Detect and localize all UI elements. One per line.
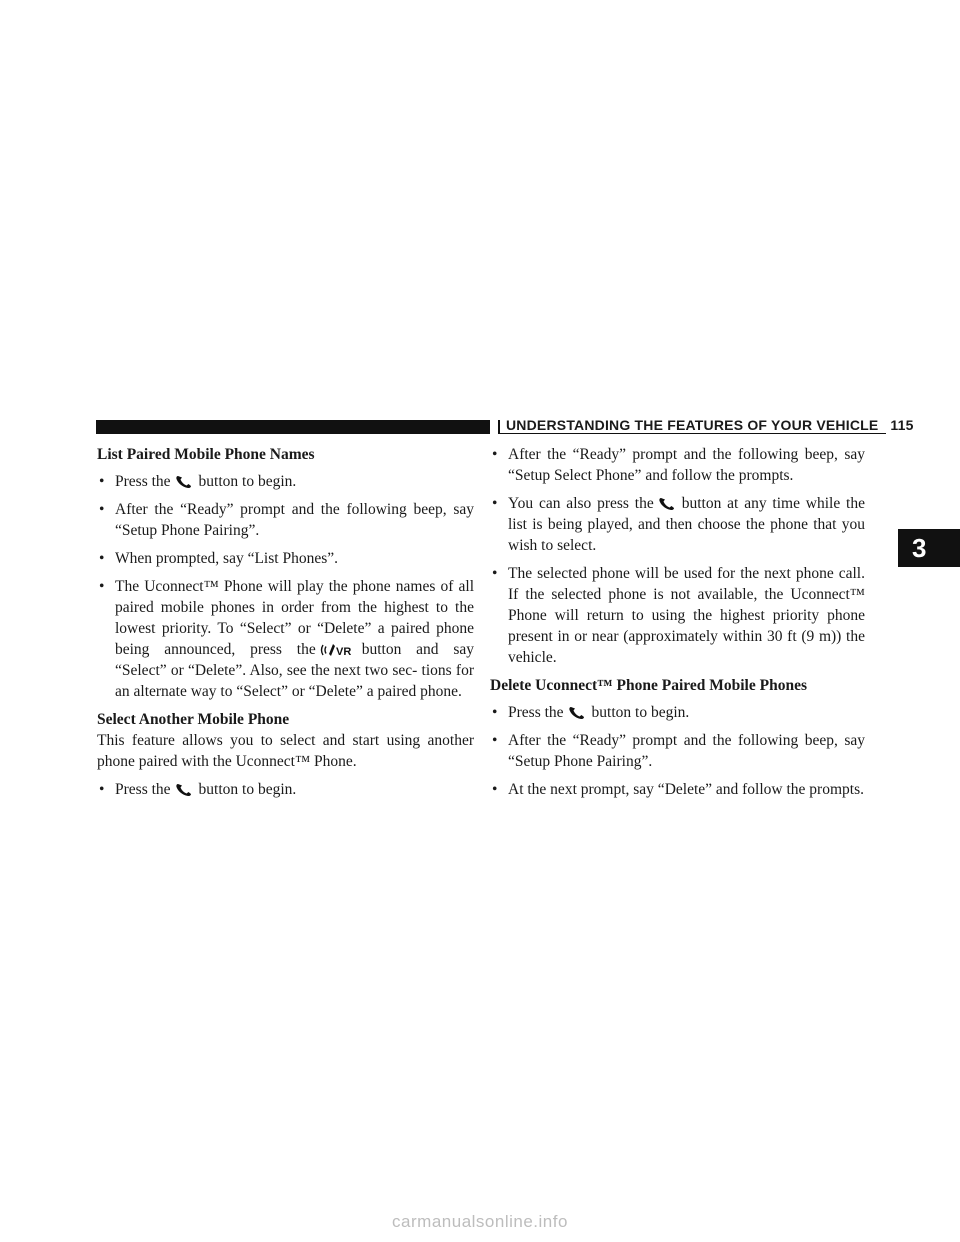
heading-delete-paired-phones: Delete Uconnect™ Phone Paired Mobile Phones [490, 677, 807, 694]
heading-select-another-phone: Select Another Mobile Phone [97, 711, 290, 728]
list-item-text: button at any time while the list is being played, and then choose the phone that you wish to select. [508, 495, 865, 554]
list-item-text: When prompted, say “List Phones”. [115, 550, 338, 567]
list-item-text: After the “Ready” prompt and the following beep, say “Setup Phone Pairing”. [508, 732, 865, 770]
voice-recognition-icon [320, 641, 358, 659]
page-number: 115 [890, 417, 914, 433]
select-phone-steps-continued [490, 444, 865, 668]
phone-icon [658, 497, 678, 511]
list-item [490, 730, 865, 772]
list-item-text: Press the [508, 704, 564, 721]
section-title: UNDERSTANDING THE FEATURES OF YOUR VEHICLE [506, 417, 879, 433]
list-item [490, 563, 865, 668]
list-item [490, 702, 865, 723]
phone-icon [175, 783, 195, 797]
list-item-text: button to begin. [198, 781, 297, 798]
phone-icon [175, 475, 195, 489]
list-item-text: button to begin. [591, 704, 690, 721]
list-item-text: After the “Ready” prompt and the following beep, say “Setup Select Phone” and follow the prompts. [508, 446, 865, 484]
list-item [97, 779, 474, 800]
select-phone-steps [97, 779, 474, 800]
heading-list-paired-phones: List Paired Mobile Phone Names [97, 446, 315, 463]
list-item [97, 576, 474, 702]
list-item-text: Press the [115, 781, 171, 798]
list-item [490, 779, 865, 800]
list-item-text: The Uconnect™ Phone will play the phone names of all paired mobile phones in order from the highest to the lowest priority. To “Select” or “Delete” a paired phone being announced, press the [115, 578, 474, 658]
list-item-text: You can also press the [508, 495, 654, 512]
list-item [97, 471, 474, 492]
list-item [97, 548, 474, 569]
phone-icon [568, 706, 588, 720]
chapter-tab: 3 [898, 529, 960, 567]
list-item-text: Press the [115, 473, 171, 490]
running-header [500, 417, 920, 433]
list-item-text: The selected phone will be used for the next phone call. If the selected phone is not available, the Uconnect™ Phone will return to using the highest priority phone present in or near (approximately within 30 ft (9 m)) the vehicle. [508, 565, 865, 666]
list-item [97, 499, 474, 541]
list-item [490, 444, 865, 486]
right-column [490, 444, 865, 807]
list-item [490, 493, 865, 556]
select-phone-intro: This feature allows you to select and start using another phone paired with the Uconnect™ Phone. [97, 732, 474, 770]
svg-text:VR: VR [335, 646, 351, 659]
list-item-text: After the “Ready” prompt and the following beep, say “Setup Phone Pairing”. [115, 501, 474, 539]
list-item-text: button to begin. [198, 473, 297, 490]
list-item-text: At the next prompt, say “Delete” and follow the prompts. [508, 781, 864, 798]
list-paired-phones-steps [97, 471, 474, 702]
header-rule-left [96, 420, 490, 434]
watermark: carmanualsonline.info [392, 1212, 568, 1231]
list-item-text: button and say “Select” or “Delete”. Also, see the next two sec- tions for an alternate way to “Select” or “Delete” a paired phone. [115, 641, 474, 700]
left-column [97, 444, 474, 807]
delete-phone-steps [490, 702, 865, 800]
